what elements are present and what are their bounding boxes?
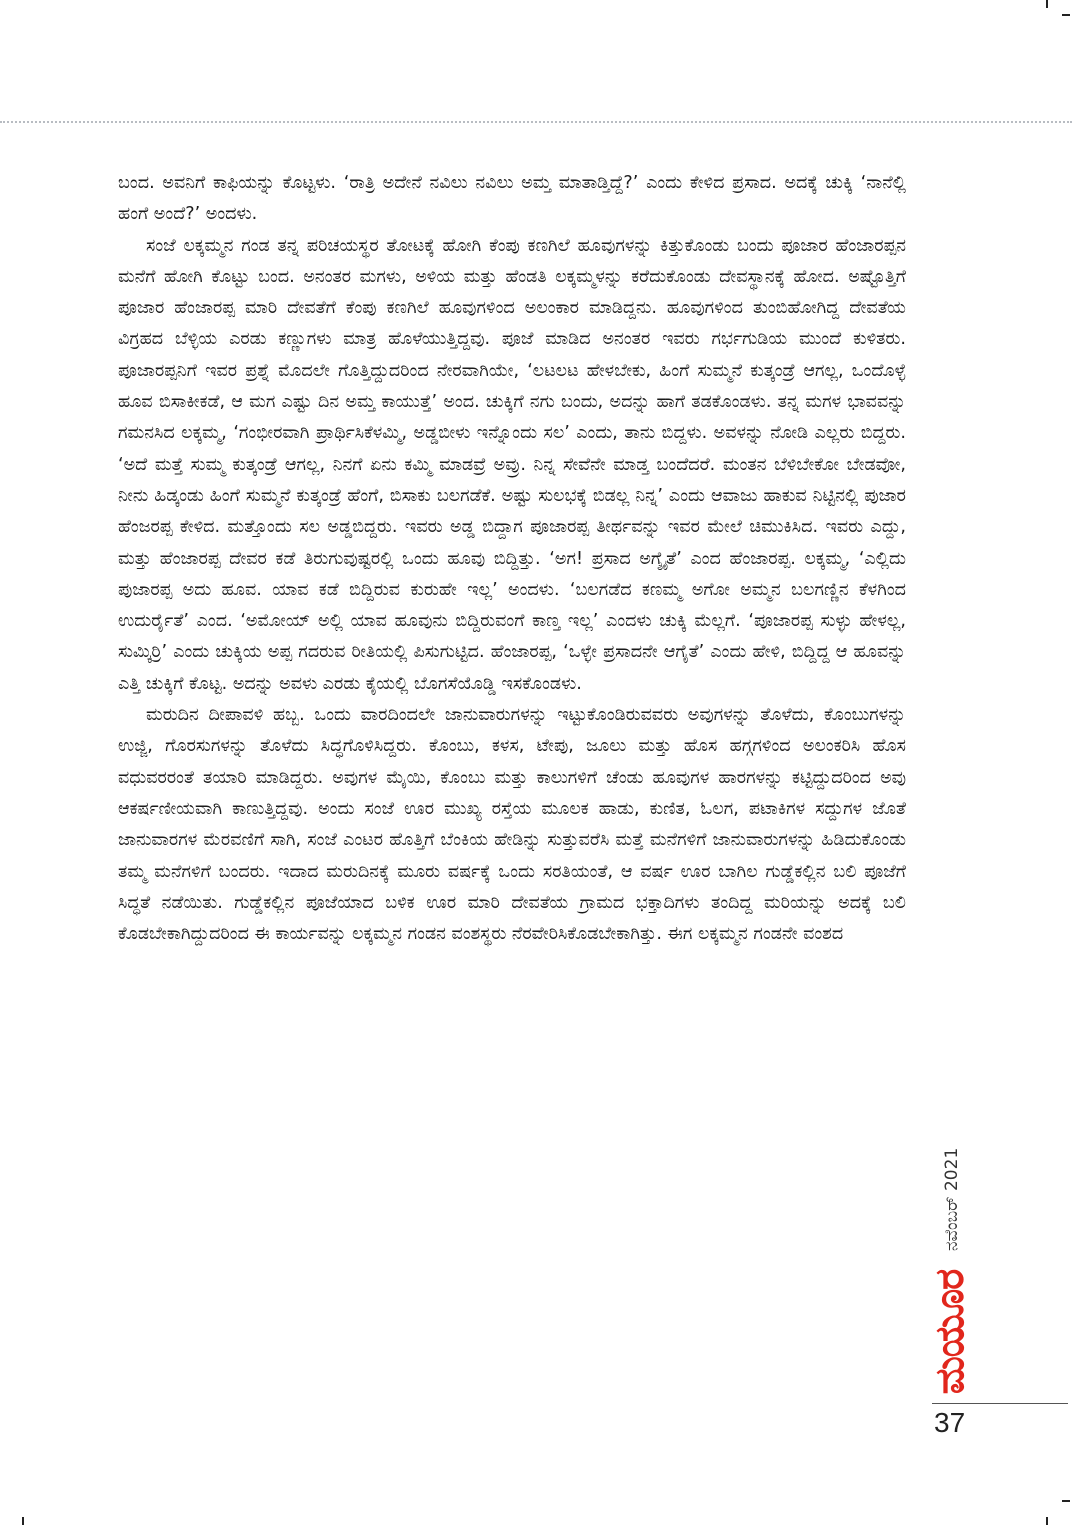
magazine-logo: ಮಯೂರ (927, 1269, 973, 1395)
crop-mark-bottom-right-h (1062, 1500, 1070, 1502)
crop-mark-bottom-left (22, 1517, 24, 1525)
header-dotted-rule (0, 121, 1072, 123)
article-paragraph: ಸಂಜೆ ಲಕ್ಕಮ್ಮನ ಗಂಡ ತನ್ನ ಪರಿಚಯಸ್ಥರ ತೋಟಕ್ಕೆ ಹೋಗಿ ಕೆಂಪು ಕಣಗಿಲೆ ಹೂವುಗಳನ್ನು ಕಿತ್ತುಕೊಂಡು ಬಂದು ಪೂಜಾರ ಹೆಂಜಾರಪ್ಪನ ಮನೆಗೆ ಹೋಗಿ ಕೊಟ್ಟು ಬಂದ. ಅನಂತರ ಮಗಳು, ಅಳಿಯ ಮತ್ತು ಹೆಂಡತಿ ಲಕ್ಕಮ್ಮಳನ್ನು ಕರೆದುಕೊಂಡು ದೇವಸ್ಥಾನಕ್ಕೆ ಹೋದ. ಅಷ್ಟೊತ್ತಿಗೆ ಪೂಜಾರ ಹೆಂಜಾರಪ್ಪ ಮಾರಿ ದೇವತೆಗೆ ಕೆಂಪು ಕಣಗಿಲೆ ಹೂವುಗಳಿಂದ ಅಲಂಕಾರ ಮಾಡಿದ್ದನು. ಹೂವುಗಳಿಂದ ತುಂಬಿಹೋಗಿದ್ದ ದೇವತೆಯ ವಿಗ್ರಹದ ಬೆಳ್ಳಿಯ ಎರಡು ಕಣ್ಣುಗಳು ಮಾತ್ರ ಹೊಳೆಯುತ್ತಿದ್ದವು. ಪೂಜೆ ಮಾಡಿದ ಅನಂತರ ಇವರು ಗರ್ಭಗುಡಿಯ ಮುಂದೆ ಕುಳಿತರು. ಪೂಜಾರಪ್ಪನಿಗೆ ಇವರ ಪ್ರಶ್ನೆ ಮೊದಲೇ ಗೊತ್ತಿದ್ದುದರಿಂದ ನೇರವಾಗಿಯೇ, ‘ಲಟಲಟ ಹೇಳಬೇಕು, ಹಿಂಗೆ ಸುಮ್ಮನೆ ಕುತ್ಕಂಡ್ರೆ ಆಗಲ್ಲ, ಒಂದೊಳ್ಳೆ ಹೂವ ಬಿಸಾಕೀಕಡೆ, ಆ ಮಗ ಎಷ್ಟು ದಿನ ಅಮ್ತ ಕಾಯುತ್ತೆ’ ಅಂದ. ಚುಕ್ಕಿಗೆ ನಗು ಬಂದು, ಅದನ್ನು ಹಾಗೆ ತಡಕೊಂಡಳು. ತನ್ನ ಮಗಳ ಭಾವವನ್ನು ಗಮನಸಿದ ಲಕ್ಕಮ್ಮ, ‘ಗಂಭೀರವಾಗಿ ಪ್ರಾರ್ಥಿಸಿಕೆಳಮ್ಮಿ, ಅಡ್ಡಬೀಳು ಇನ್ನೊಂದು ಸಲ’ ಎಂದು, ತಾನು ಬಿದ್ದಳು. ಅವಳನ್ನು ನೋಡಿ ಎಲ್ಲರು ಬಿದ್ದರು. ‘ಅದೆ ಮತ್ತೆ ಸುಮ್ಮ ಕುತ್ಕಂಡ್ರೆ ಆಗಲ್ಲ, ನಿನಗೆ ಏನು ಕಮ್ಮಿ ಮಾಡವ್ರೆ ಅವ್ರು. ನಿನ್ನ ಸೇವೆನೇ ಮಾಡ್ತ ಬಂದೆದರೆ. ಮಂತನ ಬೆಳಿಬೇಕೋ ಬೇಡವೋ, ನೀನು ಹಿಡ್ಕಂಡು ಹಿಂಗೆ ಸುಮ್ಮನೆ ಕುತ್ಕಂಡ್ರೆ ಹೆಂಗೆ, ಬಿಸಾಕು ಬಲಗಡೆಕೆ. ಅಷ್ಟು ಸುಲಭಕ್ಕೆ ಬಿಡಲ್ಲ ನಿನ್ನ’ ಎಂದು ಆವಾಜು ಹಾಕುವ ನಿಟ್ಟಿನಲ್ಲಿ ಪುಜಾರ ಹೆಂಜರಪ್ಪ ಕೇಳಿದ. ಮತ್ತೊಂದು ಸಲ ಅಡ್ಡಬಿದ್ದರು. ಇವರು ಅಡ್ಡ ಬಿದ್ದಾಗ ಪೂಜಾರಪ್ಪ ತೀರ್ಥವನ್ನು ಇವರ ಮೇಲೆ ಚಿಮುಕಿಸಿದ. ಇವರು ಎದ್ದು, ಮತ್ತು ಹೆಂಜಾರಪ್ಪ ದೇವರ ಕಡೆ ತಿರುಗುವುಷ್ಟರಲ್ಲಿ ಒಂದು ಹೂವು ಬಿದ್ದಿತ್ತು. ‘ಅಗ! ಪ್ರಸಾದ ಅಗ್ಶೈತೆ’ ಎಂದ ಹೆಂಜಾರಪ್ಪ. ಲಕ್ಕಮ್ಮ, ‘ಎಲ್ಲಿದು ಪುಜಾರಪ್ಪ ಅದು ಹೂವ. ಯಾವ ಕಡೆ ಬಿದ್ದಿರುವ ಕುರುಹೇ ಇಲ್ಲ’ ಅಂದಳು. ‘ಬಲಗಡೆದ ಕಣಮ್ಮ ಅಗೋ ಅಮ್ಮನ ಬಲಗಣ್ಣಿನ ಕೆಳಗಿಂದ ಉದುರ್ರೈತೆ’ ಎಂದ. ‘ಅಮೋಯ್ ಅಲ್ಲಿ ಯಾವ ಹೂವುನು ಬಿದ್ದಿರುವಂಗೆ ಕಾಣ್ತ ಇಲ್ಲ’ ಎಂದಳು ಚುಕ್ಕಿ ಮೆಲ್ಲಗೆ. ‘ಪೂಜಾರಪ್ಪ ಸುಳ್ಳು ಹೇಳಲ್ಲ, ಸುಮ್ಕಿರ್ರಿ’ ಎಂದು ಚುಕ್ಕಿಯ ಅಪ್ಪ ಗದರುವ ರೀತಿಯಲ್ಲಿ ಪಿಸುಗುಟ್ಟಿದ. ಹೆಂಜಾರಪ್ಪ, ‘ಒಳ್ಳೇ ಪ್ರಸಾದನೇ ಆಗೈತೆ’ ಎಂದು ಹೇಳಿ, ಬಿದ್ದಿದ್ದ ಆ ಹೂವನ್ನು ಎತ್ತಿ ಚುಕ್ಕಿಗೆ ಕೊಟ್ಟ. ಅದನ್ನು ಅವಳು ಎರಡು ಕೈಯಲ್ಲಿ ಬೊಗಸೆಯೊಡ್ಡಿ ಇಸಕೊಂಡಳು. (118, 235, 906, 694)
crop-mark-top-right (1046, 0, 1048, 8)
crop-mark-top-right-h (1062, 14, 1070, 16)
article-paragraph: ಮರುದಿನ ದೀಪಾವಳಿ ಹಬ್ಬ. ಒಂದು ವಾರದಿಂದಲೇ ಜಾನುವಾರುಗಳನ್ನು ಇಟ್ಟುಕೊಂಡಿರುವವರು ಅವುಗಳನ್ನು ತೊಳೆದು, ಕೊಂಬುಗಳನ್ನು ಉಜ್ಜಿ, ಗೊರಸುಗಳನ್ನು ತೊಳೆದು ಸಿದ್ಧಗೊಳಿಸಿದ್ದರು. ಕೊಂಬು, ಕಳಸ, ಟೇಪು, ಜೂಲು ಮತ್ತು ಹೊಸ ಹಗ್ಗಗಳಿಂದ ಅಲಂಕರಿಸಿ ಹೊಸ ವಧುವರರಂತೆ ತಯಾರಿ ಮಾಡಿದ್ದರು. ಅವುಗಳ ಮೈಯಿ, ಕೊಂಬು ಮತ್ತು ಕಾಲುಗಳಿಗೆ ಚೆಂಡು ಹೂವುಗಳ ಹಾರಗಳನ್ನು ಕಟ್ಟಿದ್ದುದರಿಂದ ಅವು ಆಕರ್ಷಣೀಯವಾಗಿ ಕಾಣುತ್ತಿದ್ದವು. ಅಂದು ಸಂಜೆ ಊರ ಮುಖ್ಯ ರಸ್ತೆಯ ಮೂಲಕ ಹಾಡು, ಕುಣಿತ, ಓಲಗ, ಪಟಾಕಿಗಳ ಸದ್ದುಗಳ ಜೊತೆ ಜಾನುವಾರಗಳ ಮೆರವಣಿಗೆ ಸಾಗಿ, ಸಂಜೆ ಎಂಟರ ಹೊತ್ತಿಗೆ ಬೆಂಕಿಯ ಹೇಡಿನ್ನು ಸುತ್ತುವರೆಸಿ ಮತ್ತೆ ಮನೆಗಳಿಗೆ ಜಾನುವಾರುಗಳನ್ನು ಹಿಡಿದುಕೊಂಡು ತಮ್ಮ ಮನೆಗಳಿಗೆ ಬಂದರು. ಇದಾದ ಮರುದಿನಕ್ಕೆ ಮೂರು ವರ್ಷಕ್ಕೆ ಒಂದು ಸರತಿಯಂತೆ, ಆ ವರ್ಷ ಊರ ಬಾಗಿಲ ಗುಡ್ಡೆಕಲ್ಲಿನ ಬಲಿ ಪೂಜೆಗೆ ಸಿದ್ಧತೆ ನಡೆಯಿತು. ಗುಡ್ಡೆಕಲ್ಲಿನ ಪೂಜೆಯಾದ ಬಳಿಕ ಊರ ಮಾರಿ ದೇವತೆಯ ಗ್ರಾಮದ ಭಕ್ತಾದಿಗಳು ತಂದಿದ್ದ ಮರಿಯನ್ನು ಅದಕ್ಕೆ ಬಲಿ ಕೊಡಬೇಕಾಗಿದ್ದುದರಿಂದ ಈ ಕಾರ್ಯವನ್ನು ಲಕ್ಕಮ್ಮನ ಗಂಡನ ವಂಶಸ್ಥರು ನೆರವೇರಿಸಿಕೊಡಬೇಕಾಗಿತ್ತು. ಈಗ ಲಕ್ಕಮ್ಮನ ಗಂಡನೇ ವಂಶದ (118, 705, 906, 945)
page-number: 37 (934, 1407, 966, 1438)
crop-mark-bottom-right (1046, 1517, 1048, 1525)
article-paragraph: ಬಂದ. ಅವನಿಗೆ ಕಾಫಿಯನ್ನು ಕೊಟ್ಟಳು. ‘ರಾತ್ರಿ ಅದೇನೆ ನವಿಲು ನವಿಲು ಅಮ್ತ ಮಾತಾಡ್ತಿದ್ದೆ?’ ಎಂದು ಕೇಳಿದ ಪ್ರಸಾದ. ಅದಕ್ಕೆ ಚುಕ್ಕಿ ‘ನಾನೆಲ್ಲಿ ಹಂಗೆ ಅಂದೆ?’ ಅಂದಳು. (118, 173, 906, 225)
page-number-rule (932, 1403, 1068, 1404)
issue-date: ನವೆಂಬರ್ 2021 (942, 1147, 962, 1251)
article-body (118, 168, 906, 950)
